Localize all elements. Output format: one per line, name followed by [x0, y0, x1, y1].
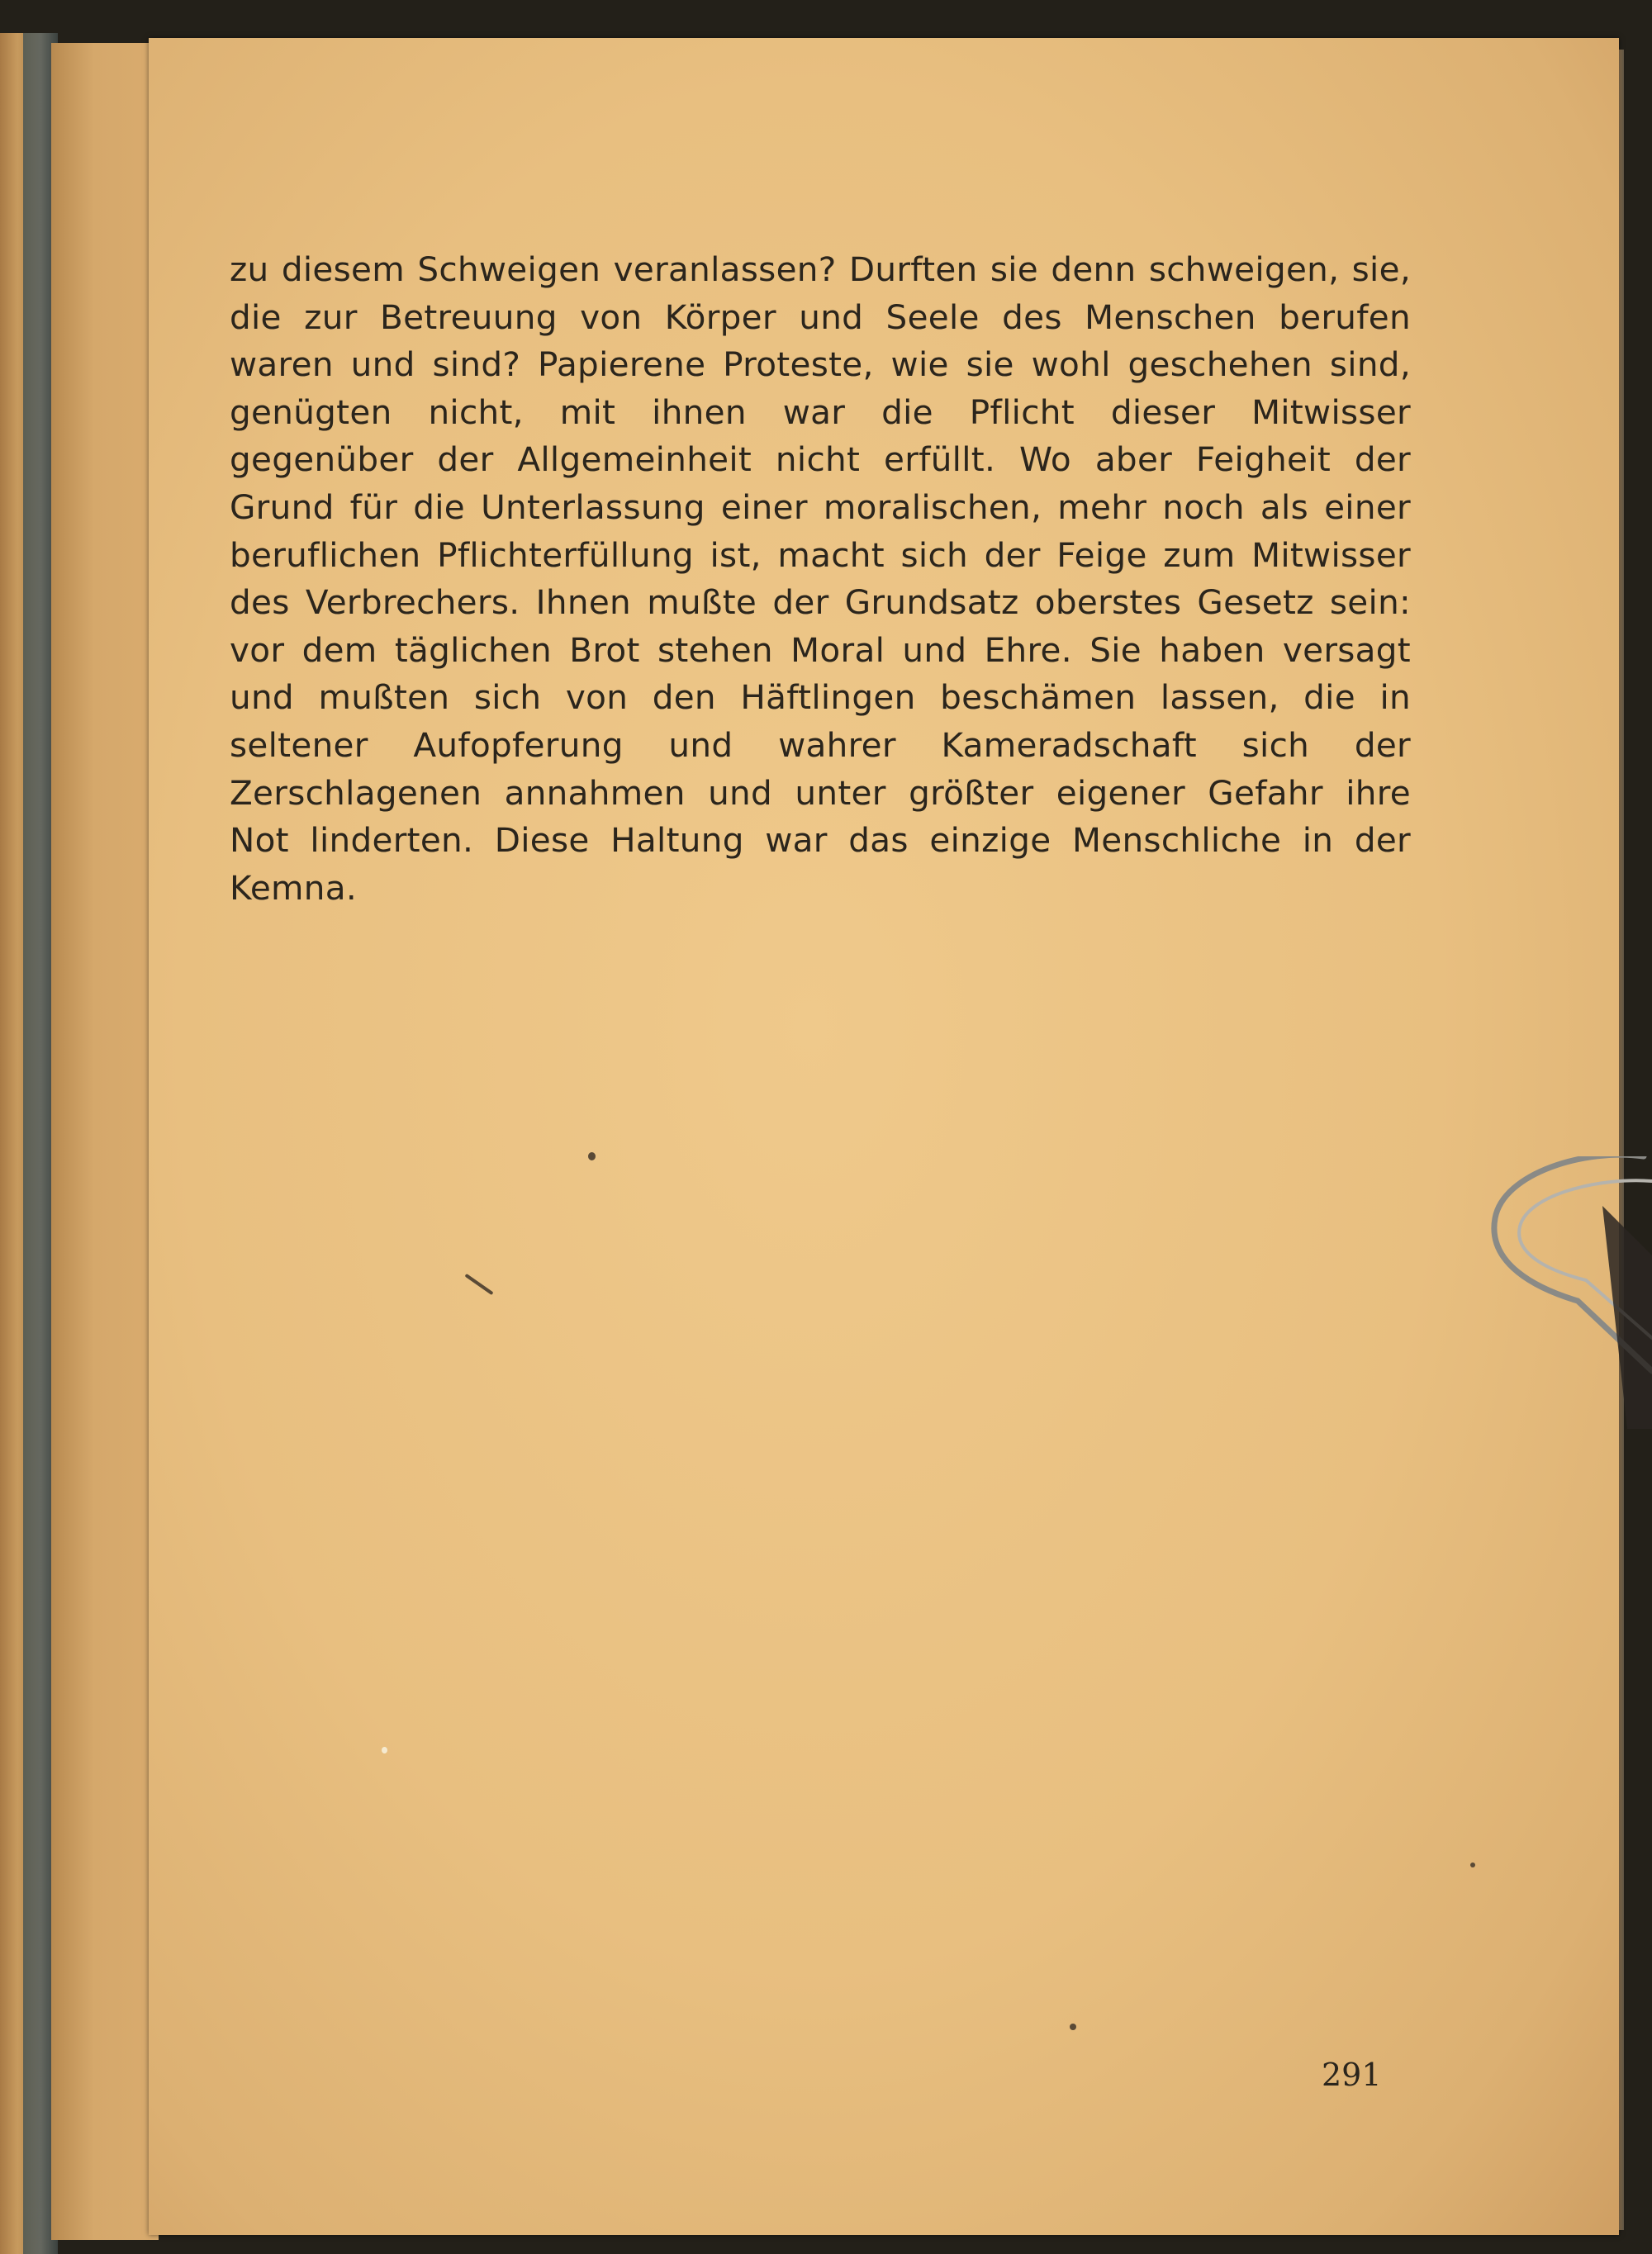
paperclip-icon [1487, 1156, 1652, 1429]
body-paragraph: zu diesem Schweigen veranlassen? Durften sie denn schweigen, sie, die zur Betreuung von Körper und Seele des Menschen berufen waren und sind? Papierene Proteste, wie sie wohl geschehen sind, genügten nicht, mit ihnen war die Pflicht dieser Mitwisser gegenüber der Allgemeinheit nicht erfüllt. Wo aber Feigheit der Grund für die Unterlassung einer moralischen, mehr noch als einer beruflichen Pflichterfüllung ist, macht sich der Feige zum Mitwisser des Verbrechers. Ihnen mußte der Grundsatz oberstes Gesetz sein: vor dem täglichen Brot stehen Moral und Ehre. Sie haben versagt und mußten sich von den Häftlingen beschämen lassen, die in seltener Aufopferung und wahrer Kameradschaft sich der Zerschlagenen annahmen und unter größter eigener Gefahr ihre Not linderten. Diese Haltung war das einzige Menschliche in der Kemna. [230, 249, 1411, 908]
paper-speck [382, 1747, 387, 1753]
paper-speck [1070, 2024, 1076, 2030]
page-number: 291 [1322, 2057, 1382, 2093]
left-page-edge [51, 43, 159, 2240]
paper-speck [1470, 1863, 1475, 1867]
paper-speck [588, 1152, 596, 1160]
